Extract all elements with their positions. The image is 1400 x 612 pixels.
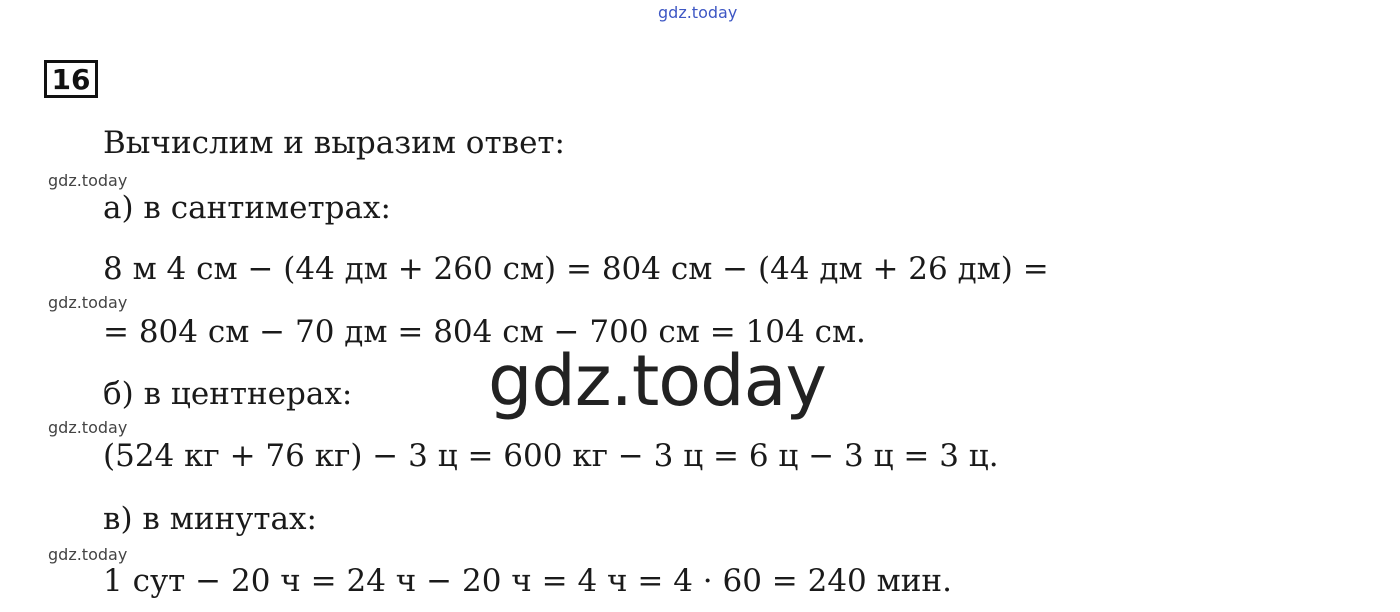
part-b-heading: б) в центнерах: [103, 376, 353, 412]
part-b-equation-line-1: (524 кг + 76 кг) − 3 ц = 600 кг − 3 ц = 6 ц − 3 ц = 3 ц. [103, 438, 999, 474]
part-a-equation-line-2: = 804 см − 70 дм = 804 см − 700 см = 104 см. [103, 314, 866, 350]
watermark-center: gdz.today [488, 340, 826, 422]
part-c-equation-line-1: 1 сут − 20 ч = 24 ч − 20 ч = 4 ч = 4 · 60 = 240 мин. [103, 563, 952, 599]
task-number-badge: 16 [44, 60, 98, 98]
watermark-side: gdz.today [48, 293, 128, 312]
part-a-equation-line-1: 8 м 4 см − (44 дм + 260 см) = 804 см − (44 дм + 26 дм) = [103, 251, 1049, 287]
watermark-side: gdz.today [48, 545, 128, 564]
part-a-heading: а) в сантиметрах: [103, 190, 391, 226]
part-c-heading: в) в минутах: [103, 501, 317, 537]
task-intro: Вычислим и выразим ответ: [103, 125, 566, 161]
watermark-top: gdz.today [658, 3, 738, 22]
watermark-side: gdz.today [48, 418, 128, 437]
watermark-side: gdz.today [48, 171, 128, 190]
